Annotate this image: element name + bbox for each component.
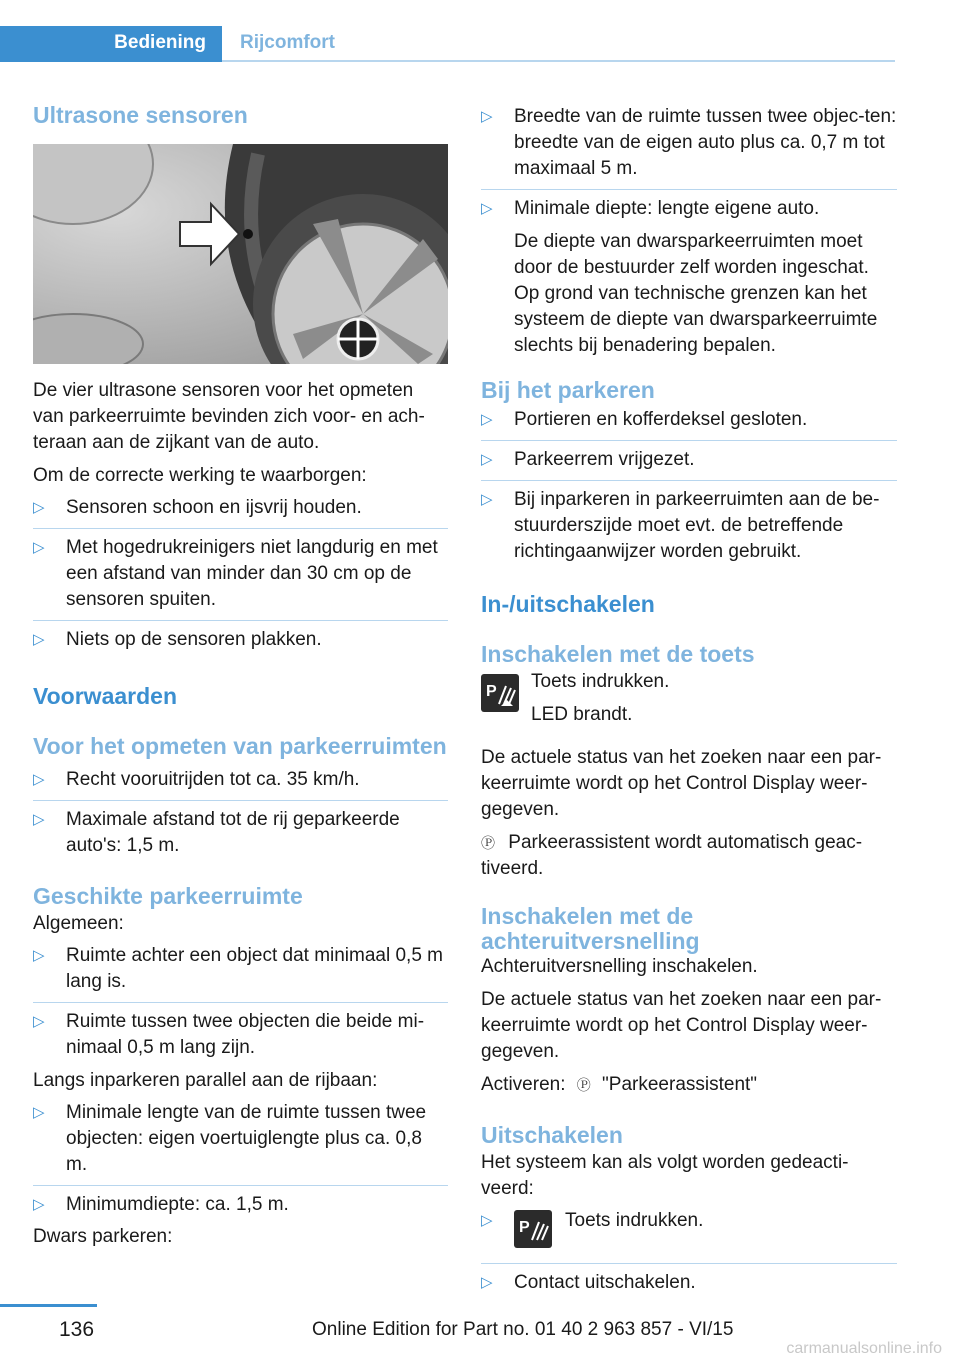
uit-text: Het systeem kan als volgt worden gedeacti-veerd: — [481, 1152, 849, 1199]
online-edition-text: Online Edition for Part no. 01 40 2 963 857 - VI/15 — [312, 1319, 734, 1340]
langs-text: Langs inparkeren parallel aan de rijbaan: — [33, 1070, 378, 1091]
list-item: ▷ Portieren en kofferdeksel gesloten. — [481, 407, 897, 433]
header-tabs — [0, 26, 895, 62]
bullet-triangle-icon: ▷ — [33, 1196, 45, 1213]
heading-in-uitschakelen: In-/uitschakelen — [481, 591, 655, 617]
bullet-triangle-icon: ▷ — [33, 771, 45, 788]
list-item: ▷ Contact uitschakelen. — [481, 1270, 897, 1296]
list-item: ▷ Minimale diepte: lengte eigene auto. — [481, 196, 897, 222]
bullet-triangle-icon: ▷ — [33, 499, 45, 516]
bullet-triangle-icon: ▷ — [33, 539, 45, 556]
status-text-2: De actuele status van het zoeken naar een par-keerruimte wordt op het Control Display weer-gegeven. — [481, 989, 882, 1062]
left-column — [33, 100, 448, 1250]
list-item: ▷ Sensoren schoon en ijsvrij houden. — [33, 495, 448, 521]
algemeen-text: Algemeen: — [33, 913, 124, 934]
park-assist-button-icon — [481, 674, 519, 712]
bullet-triangle-icon: ▷ — [481, 411, 493, 428]
bullet-triangle-icon: ▷ — [33, 947, 45, 964]
list-item: ▷ Minimumdiepte: ca. 1,5 m. — [33, 1192, 448, 1218]
list-item: ▷ Recht vooruitrijden tot ca. 35 km/h. — [33, 767, 448, 793]
assist-auto-text: Ⓟ Parkeerassistent wordt automatisch geac-tiveerd. — [481, 832, 863, 879]
achteruit-text: Achteruitversnelling inschakelen. — [481, 956, 758, 977]
divider — [481, 480, 897, 481]
tab-underline — [222, 60, 895, 62]
tab-rijcomfort[interactable]: Rijcomfort — [240, 32, 335, 53]
list-item: ▷ Ruimte tussen twee objecten die beide mi-nimaal 0,5 m lang zijn. — [33, 1011, 425, 1058]
list-item: ▷ Parkeerrem vrijgezet. — [481, 447, 897, 473]
sensor-photo — [33, 144, 448, 364]
bullet-triangle-icon: ▷ — [481, 491, 493, 508]
svg-text:P: P — [486, 683, 497, 700]
divider — [481, 440, 897, 441]
tab-bediening[interactable]: Bediening — [0, 26, 222, 62]
watermark: carmanualsonline.info — [786, 1340, 942, 1357]
bullet-triangle-icon: ▷ — [33, 631, 45, 648]
heading-voorwaarden: Voorwaarden — [33, 683, 177, 709]
heading-bij-parkeren: Bij het parkeren — [481, 377, 655, 403]
heading-opmeten: Voor het opmeten van parkeerruimten — [33, 733, 447, 759]
heading-toets: Inschakelen met de toets — [481, 641, 755, 667]
right-column — [481, 104, 897, 1296]
list-item: ▷ P Toets indrukken. — [481, 1208, 897, 1256]
divider — [33, 1002, 448, 1003]
bullet-triangle-icon: ▷ — [481, 200, 493, 217]
list-item: ▷ Ruimte achter een object dat minimaal 0,5 m lang is. — [33, 945, 444, 992]
divider — [481, 189, 897, 190]
divider — [481, 1263, 897, 1264]
park-assist-symbol-icon: Ⓟ — [481, 835, 495, 851]
bullet-triangle-icon: ▷ — [481, 1274, 493, 1291]
intro-paragraph: De vier ultrasone sensoren voor het opmeten van parkeerruimte bevinden zich voor- en ach-teraan aan de zijkant van de auto. — [33, 380, 425, 453]
heading-uitschakelen: Uitschakelen — [481, 1122, 623, 1148]
divider — [33, 528, 448, 529]
page-number: 136 — [59, 1318, 95, 1341]
section-title-ultrasone: Ultrasone sensoren — [33, 102, 248, 128]
footer-line — [0, 1304, 97, 1307]
divider — [33, 620, 448, 621]
bullet-triangle-icon: ▷ — [481, 451, 493, 468]
divider — [33, 800, 448, 801]
diepte-note: De diepte van dwarsparkeerruimten moet door de bestuurder zelf worden ingeschat. Op grond van technische grenzen kan het systeem de diepte van dwarsparkeerruimte slechts bij benadering bepalen. — [514, 231, 878, 356]
list-item: ▷ Maximale afstand tot de rij geparkeerde auto's: 1,5 m. — [33, 809, 400, 856]
heading-achteruit: Inschakelen met de achteruitversnelling — [481, 903, 700, 954]
status-text-1: De actuele status van het zoeken naar een par-keerruimte wordt op het Control Display weer-gegeven. — [481, 747, 882, 820]
dwars-text: Dwars parkeren: — [33, 1226, 173, 1247]
list-item: ▷ Niets op de sensoren plakken. — [33, 627, 448, 653]
list-item: ▷ Minimale lengte van de ruimte tussen twee objecten: eigen voertuiglengte plus ca. 0,8 m. — [33, 1102, 427, 1175]
park-assist-symbol-icon: Ⓟ — [576, 1077, 591, 1093]
activeren-line: Activeren: Ⓟ "Parkeerassistent" — [481, 1072, 897, 1098]
bullet-triangle-icon: ▷ — [33, 811, 45, 828]
bullet-triangle-icon: ▷ — [33, 1013, 45, 1030]
list-item: ▷ Met hogedrukreinigers niet langdurig en met een afstand van minder dan 30 cm op de sensoren spuiten. — [33, 537, 438, 610]
waarborgen-text: Om de correcte werking te waarborgen: — [33, 465, 367, 486]
bullet-triangle-icon: ▷ — [33, 1104, 45, 1121]
svg-text:P: P — [519, 1219, 530, 1236]
park-assist-button-icon — [514, 1210, 552, 1248]
list-item: ▷ Breedte van de ruimte tussen twee objec-ten: breedte van de eigen auto plus ca. 0,7 m tot maximaal 5 m. — [481, 106, 897, 179]
toets-block — [481, 669, 897, 733]
bullet-triangle-icon: ▷ — [481, 108, 493, 125]
divider — [33, 1185, 448, 1186]
led-brandt: LED brandt. — [531, 704, 633, 725]
toets-indrukken: Toets indrukken. — [531, 671, 670, 692]
heading-geschikt: Geschikte parkeerruimte — [33, 883, 303, 909]
list-item: ▷ Bij inparkeren in parkeerruimten aan de be-stuurderszijde moet evt. de betreffende richtingaanwijzer worden gebruikt. — [481, 489, 880, 562]
bullet-triangle-icon: ▷ — [481, 1212, 493, 1229]
